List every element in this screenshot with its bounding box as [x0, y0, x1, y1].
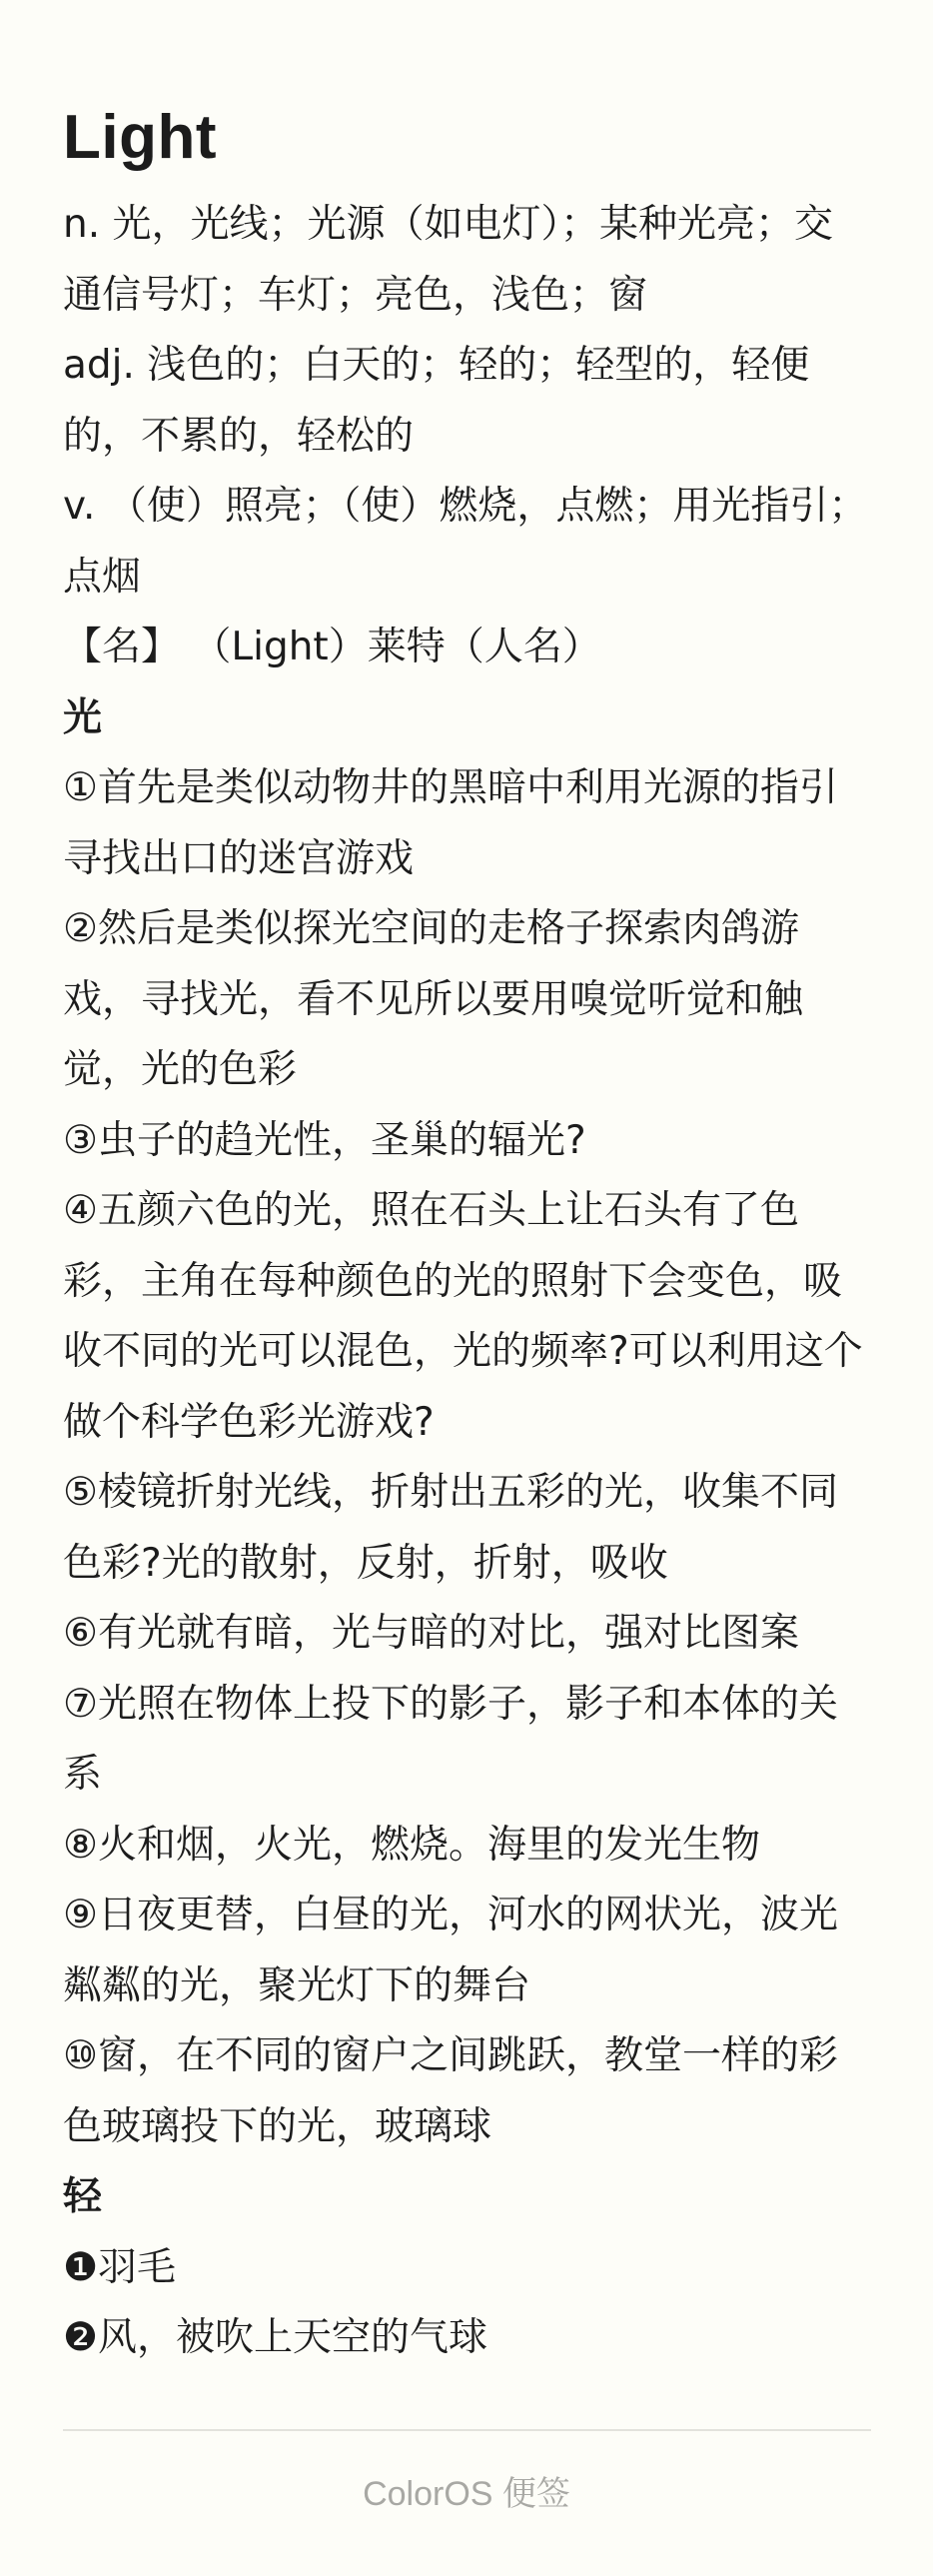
idea-item-7: ⑦光照在物体上投下的影子，影子和本体的关系 — [63, 1681, 838, 1797]
idea-item-6: ⑥有光就有暗，光与暗的对比，强对比图案 — [63, 1611, 799, 1656]
definition-adjective: adj. 浅色的；白天的；轻的；轻型的，轻便的，不累的，轻松的 — [63, 343, 810, 459]
idea-item-4: ④五颜六色的光，照在石头上让石头有了色彩，主角在每种颜色的光的照射下会变色，吸收不同的光可以混色，光的频率?可以利用这个做个科学色彩光游戏? — [63, 1188, 863, 1445]
idea-item-2: ②然后是类似探光空间的走格子探索肉鸽游戏，寻找光，看不见所以要用嗅觉听觉和触觉，光的色彩 — [63, 906, 804, 1092]
footer-divider — [63, 2429, 871, 2431]
section-heading-lightweight: 轻 — [63, 2174, 103, 2219]
note-title: Light — [63, 103, 217, 172]
definition-name: 【名】 （Light）莱特（人名） — [63, 625, 601, 669]
definition-verb: v. （使）照亮；（使）燃烧，点燃；用光指引；点烟 — [63, 484, 868, 600]
section-heading-light: 光 — [63, 694, 103, 740]
idea-item-3: ③虫子的趋光性，圣巢的辐光? — [63, 1117, 586, 1163]
app-watermark: ColorOS 便签 — [363, 2475, 570, 2513]
idea-item-9: ⑨日夜更替，白昼的光，河水的网状光，波光粼粼的光，聚光灯下的舞台 — [63, 1893, 838, 2008]
idea-item-8: ⑧火和烟，火光，燃烧。海里的发光生物 — [63, 1822, 760, 1868]
definition-noun: n. 光，光线；光源（如电灯）；某种光亮；交通信号灯；车灯；亮色，浅色；窗 — [63, 202, 834, 318]
light-item-1: ❶羽毛 — [63, 2244, 176, 2290]
idea-item-1: ①首先是类似动物井的黑暗中利用光源的指引寻找出口的迷宫游戏 — [63, 765, 838, 881]
idea-item-10: ⑩窗，在不同的窗户之间跳跃，教堂一样的彩色玻璃投下的光，玻璃球 — [63, 2033, 838, 2149]
idea-item-5: ⑤棱镜折射光线，折射出五彩的光，收集不同色彩?光的散射，反射，折射，吸收 — [63, 1470, 838, 1586]
light-item-2: ❷风，被吹上天空的气球 — [63, 2315, 487, 2360]
